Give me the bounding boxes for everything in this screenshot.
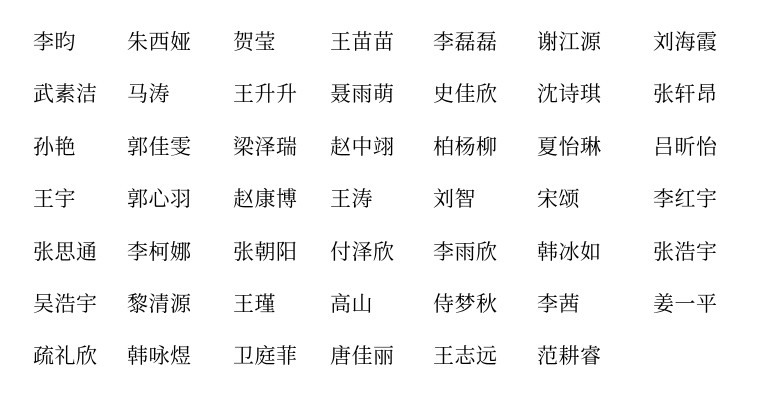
- name-cell: 孙艳: [33, 134, 76, 159]
- name-cell: 疏礼欣: [33, 344, 98, 369]
- name-cell: 王升升: [233, 82, 298, 107]
- name-cell: 张思通: [33, 239, 98, 264]
- name-cell: 赵康博: [233, 187, 298, 212]
- name-cell: 黎清源: [127, 291, 192, 316]
- name-cell: 卫庭菲: [233, 344, 298, 369]
- name-cell: 梁泽瑞: [233, 134, 298, 159]
- name-cell: 郭心羽: [127, 187, 192, 212]
- name-cell: 谢江源: [537, 30, 602, 54]
- name-cell: 王苗苗: [330, 30, 395, 54]
- name-cell: 聂雨萌: [330, 82, 395, 107]
- name-cell: 沈诗琪: [537, 82, 602, 107]
- name-cell: 张朝阳: [233, 239, 298, 264]
- name-cell: 李柯娜: [127, 239, 192, 264]
- name-cell: 姜一平: [653, 291, 718, 316]
- name-cell: 李磊磊: [433, 30, 498, 54]
- name-cell: 郭佳雯: [127, 134, 192, 159]
- name-cell: 吴浩宇: [33, 291, 98, 316]
- name-cell: 王宇: [33, 187, 76, 212]
- name-cell: 朱西娅: [127, 30, 192, 54]
- name-cell: 夏怡琳: [537, 134, 602, 159]
- name-cell: 李昀: [33, 30, 76, 54]
- name-cell: 王涛: [330, 187, 373, 212]
- name-cell: 韩冰如: [537, 239, 602, 264]
- name-cell: 宋颂: [537, 187, 580, 212]
- name-cell: 赵中翊: [330, 134, 395, 159]
- name-cell: 张轩昂: [653, 82, 718, 107]
- name-cell: 柏杨柳: [433, 134, 498, 159]
- name-cell: 唐佳丽: [330, 344, 395, 369]
- name-cell: 李茜: [537, 291, 580, 316]
- name-cell: 侍梦秋: [433, 291, 498, 316]
- name-cell: 韩咏煜: [127, 344, 192, 369]
- name-cell: 武素洁: [33, 82, 98, 107]
- name-cell: 马涛: [127, 82, 170, 107]
- name-cell: 王志远: [433, 344, 498, 369]
- name-cell: 付泽欣: [330, 239, 395, 264]
- name-cell: 张浩宇: [653, 239, 718, 264]
- name-cell: 高山: [330, 291, 373, 316]
- name-cell: 范耕睿: [537, 344, 602, 369]
- name-cell: 王瑾: [233, 291, 276, 316]
- name-cell: 李雨欣: [433, 239, 498, 264]
- name-cell: 李红宇: [653, 187, 718, 212]
- name-cell: 贺莹: [233, 30, 276, 54]
- name-cell: 吕昕怡: [653, 134, 718, 159]
- name-cell: 史佳欣: [433, 82, 498, 107]
- name-cell: 刘智: [433, 187, 476, 212]
- name-cell: 刘海霞: [653, 30, 718, 54]
